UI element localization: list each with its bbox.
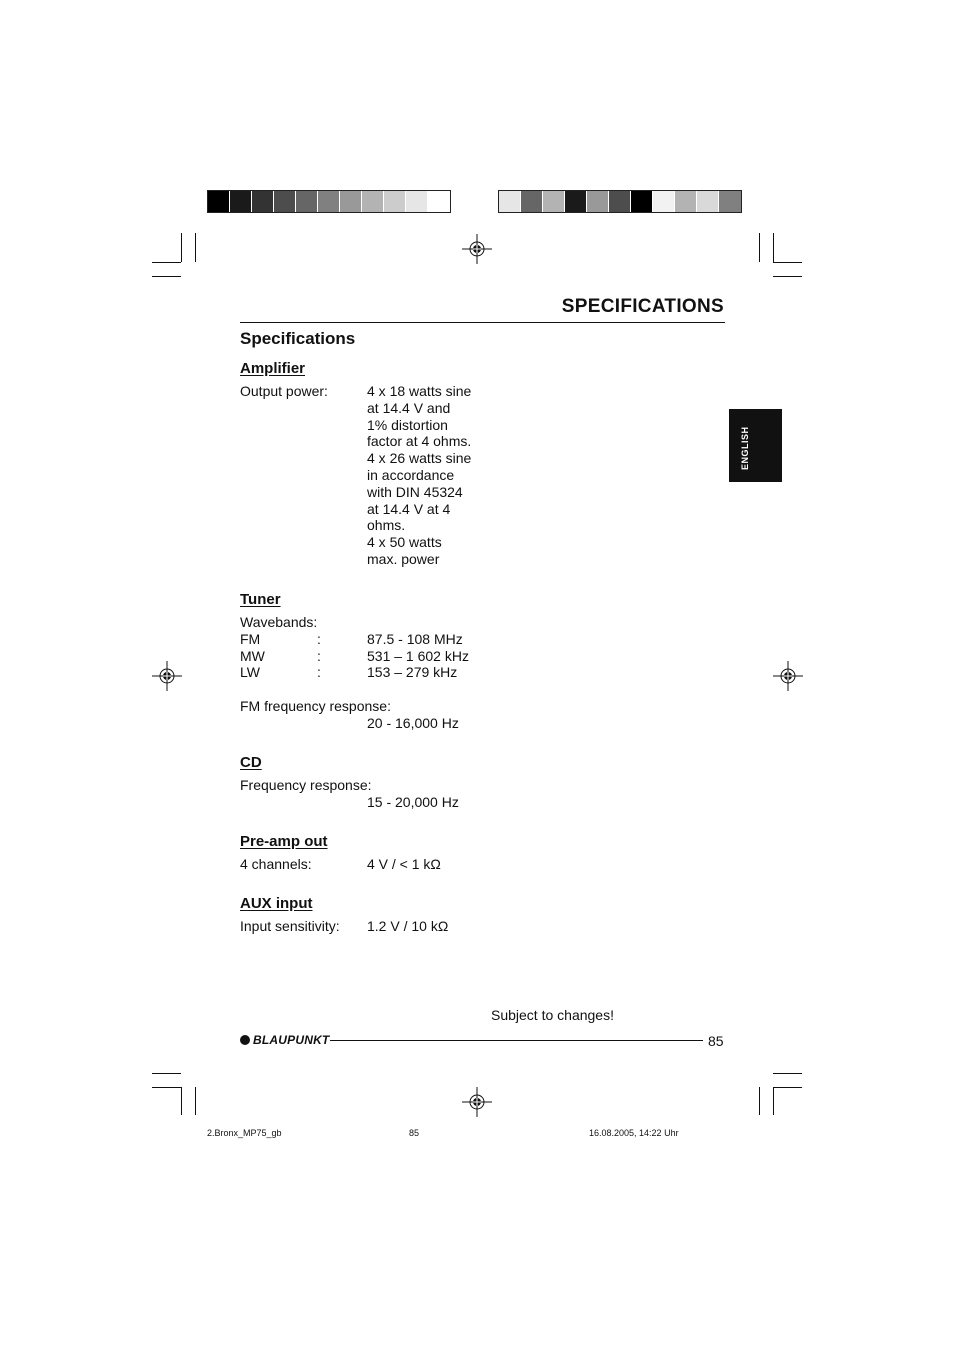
cd-response-value: 15 - 20,000 Hz xyxy=(367,794,459,810)
crop-mark xyxy=(152,1087,181,1088)
color-swatch xyxy=(274,191,296,212)
brand-dot-icon xyxy=(240,1035,250,1045)
preamp-value: 4 V / < 1 kΩ xyxy=(367,856,441,872)
page-title: SPECIFICATIONS xyxy=(561,296,724,317)
color-swatch xyxy=(565,191,587,212)
color-swatch xyxy=(631,191,653,212)
crop-mark xyxy=(759,233,760,262)
aux-heading: AUX input xyxy=(240,895,313,912)
color-swatch xyxy=(362,191,384,212)
band-separator: : xyxy=(317,664,321,680)
amplifier-heading: Amplifier xyxy=(240,360,306,377)
tuner-heading: Tuner xyxy=(240,591,281,608)
print-timestamp: 16.08.2005, 14:22 Uhr xyxy=(589,1128,679,1138)
color-swatch xyxy=(230,191,252,212)
notice-text: Subject to changes! xyxy=(491,1007,614,1023)
registration-mark-icon xyxy=(152,661,182,691)
color-swatch xyxy=(719,191,741,212)
cd-heading: CD xyxy=(240,754,262,771)
band-separator: : xyxy=(317,631,321,647)
crop-mark xyxy=(152,1073,181,1074)
fm-response-label: FM frequency response: xyxy=(240,698,391,714)
preamp-label: 4 channels: xyxy=(240,856,312,872)
crop-mark xyxy=(773,262,802,263)
color-swatch xyxy=(384,191,406,212)
footer-rule xyxy=(330,1040,703,1041)
color-bar-right xyxy=(498,190,742,213)
crop-mark xyxy=(759,1087,760,1115)
band-name: LW xyxy=(240,664,260,680)
crop-mark xyxy=(773,233,774,262)
color-swatch xyxy=(675,191,697,212)
page-number: 85 xyxy=(708,1033,724,1049)
color-swatch xyxy=(252,191,274,212)
color-swatch xyxy=(318,191,340,212)
aux-label: Input sensitivity: xyxy=(240,918,340,934)
wavebands-label: Wavebands: xyxy=(240,614,318,630)
crop-mark xyxy=(152,262,181,263)
fm-response-value: 20 - 16,000 Hz xyxy=(367,715,459,731)
color-swatch xyxy=(587,191,609,212)
language-tab xyxy=(729,409,782,482)
color-bar-left xyxy=(207,190,451,213)
band-value: 87.5 - 108 MHz xyxy=(367,631,463,647)
crop-mark xyxy=(181,1087,182,1115)
section-title: Specifications xyxy=(240,329,356,348)
color-swatch xyxy=(428,191,450,212)
crop-mark xyxy=(773,276,802,277)
band-name: MW xyxy=(240,648,265,664)
crop-mark xyxy=(773,1087,802,1088)
print-file-name: 2.Bronx_MP75_gb xyxy=(207,1128,282,1138)
title-rule xyxy=(240,322,725,323)
band-name: FM xyxy=(240,631,261,647)
color-swatch xyxy=(208,191,230,212)
color-swatch xyxy=(499,191,521,212)
band-value: 153 – 279 kHz xyxy=(367,664,458,680)
aux-value: 1.2 V / 10 kΩ xyxy=(367,918,449,934)
print-page: 85 xyxy=(409,1128,420,1138)
band-separator: : xyxy=(317,648,321,664)
registration-mark-icon xyxy=(462,234,492,264)
band-value: 531 – 1 602 kHz xyxy=(367,648,469,664)
color-swatch xyxy=(521,191,543,212)
color-swatch xyxy=(296,191,318,212)
language-tab-label: ENGLISH xyxy=(740,426,750,470)
registration-mark-icon xyxy=(462,1087,492,1117)
cd-response-label: Frequency response: xyxy=(240,777,372,793)
crop-mark xyxy=(195,1087,196,1115)
output-power-value: 4 x 18 watts sine at 14.4 V and 1% distortion factor at 4 ohms. 4 x 26 watts sine in accordance with DIN 45324 at 14.4 V at 4 ohms. 4 x 50 watts max. power xyxy=(367,383,472,567)
color-swatch xyxy=(543,191,565,212)
brand-logo: BLAUPUNKT xyxy=(240,1033,329,1047)
crop-mark xyxy=(773,1073,802,1074)
color-swatch xyxy=(609,191,631,212)
crop-mark xyxy=(195,233,196,262)
crop-mark xyxy=(152,276,181,277)
crop-mark xyxy=(181,233,182,262)
output-power-label: Output power: xyxy=(240,383,328,399)
registration-mark-icon xyxy=(773,661,803,691)
color-swatch xyxy=(340,191,362,212)
color-swatch xyxy=(653,191,675,212)
color-swatch xyxy=(406,191,428,212)
crop-mark xyxy=(773,1087,774,1115)
preamp-heading: Pre-amp out xyxy=(240,833,328,850)
color-swatch xyxy=(697,191,719,212)
